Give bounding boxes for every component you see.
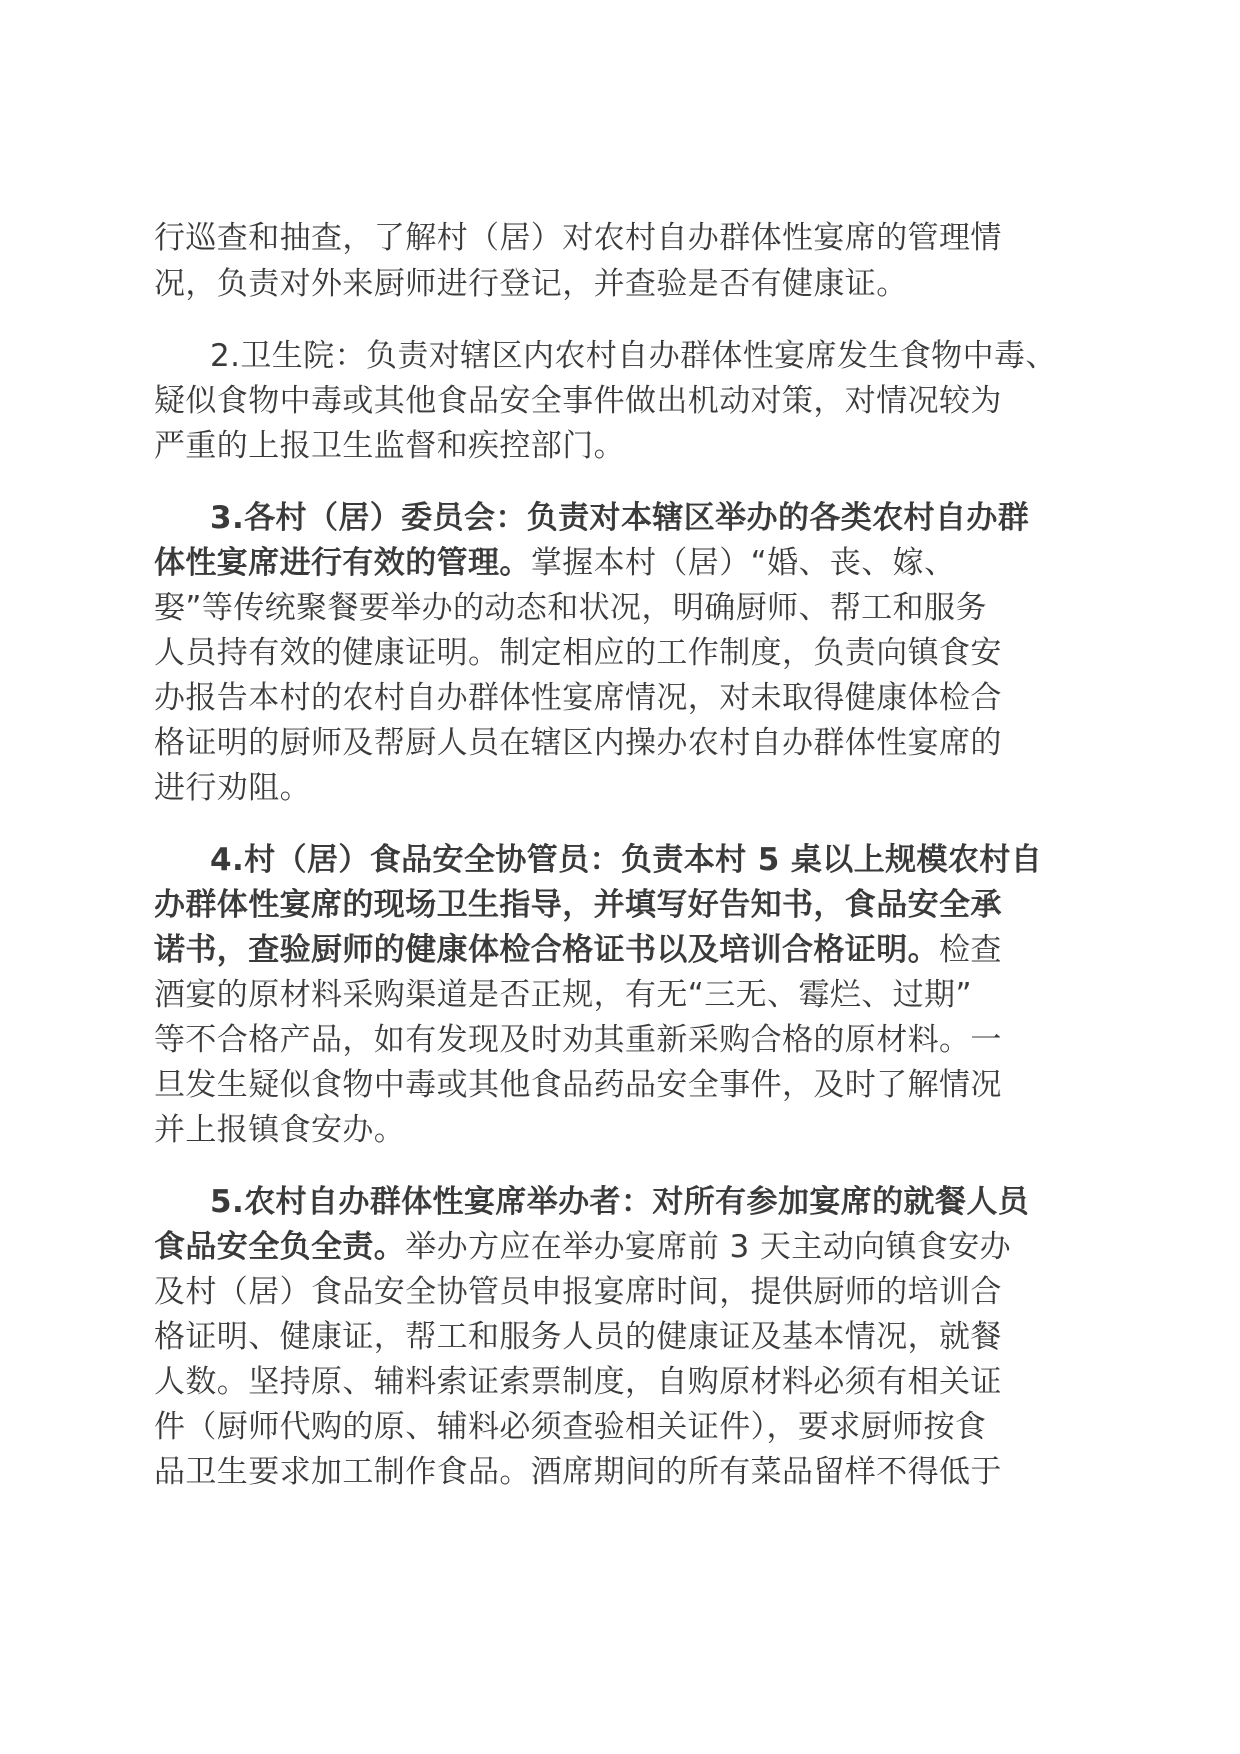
paragraph-4-line-4: 酒宴的原材料采购渠道是否正规，有无“三无、霉烂、过期” [154, 977, 972, 1013]
paragraph-1-line-1: 行巡查和抽查，了解村（居）对农村自办群体性宴席的管理情 [154, 220, 1002, 256]
paragraph-5-line-4: 格证明、健康证，帮工和服务人员的健康证及基本情况，就餐 [154, 1319, 1002, 1355]
paragraph-5-line-6: 件（厨师代购的原、辅料必须查验相关证件），要求厨师按食 [154, 1409, 987, 1445]
paragraph-4-heading-end: 诺书，查验厨师的健康体检合格证书以及培训合格证明。 [154, 932, 939, 968]
paragraph-2-line-2: 疑似食物中毒或其他食品安全事件做出机动对策，对情况较为 [154, 383, 1002, 419]
paragraph-3-line-2 [154, 541, 1094, 585]
paragraph-1-line-2: 况，负责对外来厨师进行登记，并查验是否有健康证。 [154, 266, 908, 302]
paragraph-4-line-3-text: 检查 [939, 932, 1002, 968]
paragraph-4-line-3 [154, 928, 1094, 972]
paragraph-3-line-5: 办报告本村的农村自办群体性宴席情况，对未取得健康体检合 [154, 680, 1002, 716]
paragraph-5-line-5: 人数。坚持原、辅料索证索票制度，自购原材料必须有相关证 [154, 1364, 1002, 1400]
paragraph-5-line-2-text: 举办方应在举办宴席前 3 天主动向镇食安办 [405, 1229, 1012, 1265]
paragraph-4-line-6: 旦发生疑似食物中毒或其他食品药品安全事件，及时了解情况 [154, 1067, 1002, 1103]
paragraph-3-line-1: 3.各村（居）委员会：负责对本辖区举办的各类农村自办群 [210, 500, 1030, 536]
paragraph-3-line-7: 进行劝阻。 [154, 770, 311, 806]
paragraph-3-line-2-text: 掌握本村（居）“婚、丧、嫁、 [530, 545, 956, 581]
paragraph-3-line-6: 格证明的厨师及帮厨人员在辖区内操办农村自办群体性宴席的 [154, 725, 1002, 761]
paragraph-3-heading-end: 体性宴席进行有效的管理。 [154, 545, 531, 581]
paragraph-5-line-3: 及村（居）食品安全协管员申报宴席时间，提供厨师的培训合 [154, 1274, 1002, 1310]
paragraph-5-heading-end: 食品安全负全责。 [154, 1229, 406, 1265]
paragraph-4-line-5: 等不合格产品，如有发现及时劝其重新采购合格的原材料。一 [154, 1022, 1002, 1058]
paragraph-5-line-2 [154, 1225, 1094, 1269]
paragraph-3-line-4: 人员持有效的健康证明。制定相应的工作制度，负责向镇食安 [154, 635, 1002, 671]
paragraph-2-line-3: 严重的上报卫生监督和疾控部门。 [154, 428, 625, 464]
paragraph-3-line-3: 娶”等传统聚餐要举办的动态和状况，明确厨师、帮工和服务 [154, 590, 987, 626]
paragraph-4-line-2: 办群体性宴席的现场卫生指导，并填写好告知书，食品安全承 [154, 887, 1002, 923]
paragraph-5-line-7: 品卫生要求加工制作食品。酒席期间的所有菜品留样不得低于 [154, 1454, 1002, 1490]
paragraph-4-line-7: 并上报镇食安办。 [154, 1112, 406, 1148]
paragraph-4-line-1: 4.村（居）食品安全协管员：负责本村 5 桌以上规模农村自 [210, 842, 1043, 878]
paragraph-2-line-1: 2.卫生院：负责对辖区内农村自办群体性宴席发生食物中毒、 [210, 338, 1057, 374]
paragraph-5-line-1: 5.农村自办群体性宴席举办者：对所有参加宴席的就餐人员 [210, 1184, 1030, 1220]
